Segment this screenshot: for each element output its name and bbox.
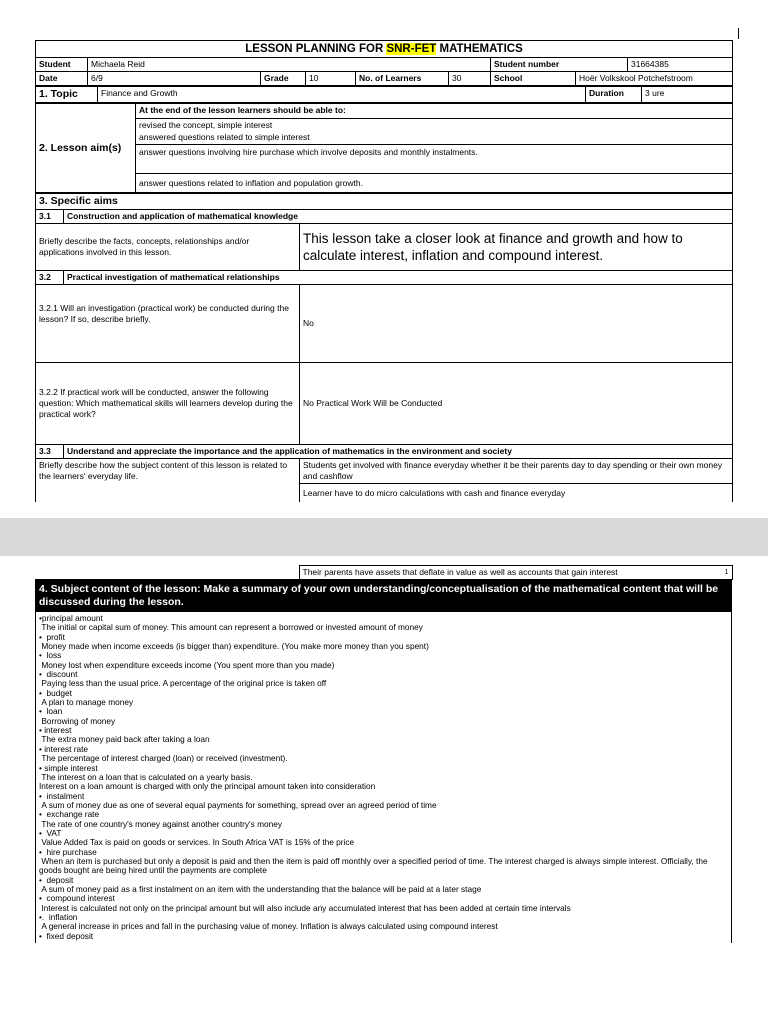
content-line: A general increase in prices and fall in the purchasing value of money. Inflation is always calculated using compound interest <box>39 921 498 932</box>
content-line: The initial or capital sum of money. This amount can represent a borrowed or invested amount of money <box>39 622 423 633</box>
top-left-empty <box>35 566 299 580</box>
content-line: • interest rate <box>39 743 89 754</box>
s32-title: Practical investigation of mathematical relationships <box>64 271 733 285</box>
content-line: • compound interest <box>39 893 115 904</box>
page-mark <box>738 28 739 39</box>
lesson-plan-form <box>35 40 732 502</box>
content-line: The extra money paid back after taking a loan <box>39 734 210 745</box>
grade-value: 10 <box>306 72 356 86</box>
page-2-content <box>35 565 732 943</box>
s322-answer: No Practical Work Will be Conducted <box>300 363 733 445</box>
s321-answer: No <box>300 285 733 363</box>
subject-content <box>35 612 732 943</box>
topic-value: Finance and Growth <box>98 87 586 103</box>
page-2-top-table <box>35 565 733 580</box>
content-line: The percentage of interest charged (loan) or received (investment). <box>39 753 288 764</box>
s33-title: Understand and appreciate the importance and the application of mathematics in the environment and society <box>64 445 733 459</box>
content-line: A sum of money paid as a first instalment on an item with the understanding that the balance will be paid at a later stage <box>39 883 482 894</box>
content-line: • deposit <box>39 874 74 885</box>
aim-item: answered questions related to simple interest <box>136 132 733 145</box>
content-line: •. inflation <box>39 912 78 922</box>
content-line: • budget <box>39 687 72 698</box>
content-line: • loss <box>39 650 62 661</box>
school-label: School <box>491 72 576 86</box>
content-line: A plan to manage money <box>39 697 134 708</box>
content-line: • fixed deposit <box>39 930 94 941</box>
s31-question: Briefly describe the facts, concepts, relationships and/or applications involved in this lesson. <box>36 224 300 271</box>
content-line: Borrowing of money <box>39 715 116 726</box>
content-line: • simple interest <box>39 762 98 773</box>
content-line: Interest on a loan amount is charged with only the principal amount taken into consideration <box>39 781 376 792</box>
content-line: • hire purchase <box>39 846 97 857</box>
aims-intro: At the end of the lesson learners should be able to: <box>136 104 733 119</box>
content-line: • VAT <box>39 827 62 838</box>
title-highlight: SNR-FET <box>386 43 437 55</box>
student-number-label: Student number <box>491 58 628 72</box>
aim-item: answer questions related to inflation and population growth. <box>136 174 733 193</box>
content-line: Money lost when expenditure exceeds income (You spent more than you made) <box>39 659 335 670</box>
page-number: 1 <box>724 569 729 576</box>
s33-answer-2: Learner have to do micro calculations with cash and finance everyday <box>300 484 733 503</box>
topic-table <box>35 86 733 103</box>
page-title: LESSON PLANNING FOR SNR-FET MATHEMATICS <box>36 41 733 58</box>
duration-label: Duration <box>586 87 642 103</box>
s33-answer-1: Students get involved with finance everyday whether it be their parents day to day spending or their own money and cashflow <box>300 459 733 484</box>
student-name: Michaela Reid <box>88 58 491 72</box>
s31-title: Construction and application of mathematical knowledge <box>64 210 733 224</box>
content-line: Interest is calculated not only on the principal amount but will also include any accumulated interest that has been added at certain time intervals <box>39 902 571 913</box>
learners-value: 30 <box>449 72 491 86</box>
content-line: Money made when income exceeds (is bigger than) expenditure. (You make more money than you spent) <box>39 641 429 652</box>
header-table <box>35 40 733 86</box>
s321-question: 3.2.1 Will an investigation (practical work) be conducted during the lesson? If so, describe briefly. <box>36 285 300 363</box>
topic-label: 1. Topic <box>36 87 98 103</box>
content-line: • loan <box>39 706 63 717</box>
content-line: Value Added Tax is paid on goods or services. In South Africa VAT is 15% of the price <box>39 837 355 848</box>
s31-answer: This lesson take a closer look at finance and growth and how to calculate interest, inflation and compound interest. <box>300 224 733 271</box>
content-line: • interest <box>39 725 72 736</box>
content-line: The interest on a loan that is calculated on a yearly basis. <box>39 771 253 782</box>
date-label: Date <box>36 72 88 86</box>
section-4-heading: 4. Subject content of the lesson: Make a summary of your own understanding/conceptualisation of the mathematical content that will be discussed during the lesson. <box>35 580 732 612</box>
duration-value: 3 ure <box>642 87 733 103</box>
aim-item: revised the concept, simple interest <box>136 119 733 133</box>
grade-label: Grade <box>261 72 306 86</box>
specific-aims-heading: 3. Specific aims <box>36 194 733 210</box>
s33-question: Briefly describe how the subject content of this lesson is related to the learners' everyday life. <box>36 459 300 503</box>
content-line: •principal amount <box>39 613 103 623</box>
s32-number: 3.2 <box>36 271 64 285</box>
content-line: • instalment <box>39 790 85 801</box>
s322-question: 3.2.2 If practical work will be conducted, answer the following question: Which mathematical skills will learners develop during the practical work? <box>36 363 300 445</box>
student-number: 31664385 <box>628 58 733 72</box>
aims-label: 2. Lesson aim(s) <box>36 104 136 193</box>
content-line: Paying less than the usual price. A percentage of the original price is taken off <box>39 678 327 689</box>
date-value: 6/9 <box>88 72 261 86</box>
learners-label: No. of Learners <box>356 72 449 86</box>
content-line: A sum of money due as one of several equal payments for something, spread over an agreed period of time <box>39 799 437 810</box>
content-line: When an item is purchased but only a deposit is paid and then the item is paid off monthly over a specified period of time. The interest charged is always simple interest. Officially, the goods bought are being hired until the payments are complete <box>39 855 710 876</box>
content-line: • exchange rate <box>39 809 100 820</box>
content-line: The rate of one country's money against another country's money <box>39 818 282 829</box>
student-label: Student <box>36 58 88 72</box>
s33-number: 3.3 <box>36 445 64 459</box>
specific-aims-table <box>35 193 733 502</box>
top-carryover-text: Their parents have assets that deflate in value as well as accounts that gain interest 1 <box>299 566 732 580</box>
aims-table <box>35 103 733 193</box>
aim-item: answer questions involving hire purchase which involve deposits and monthly instalments. <box>136 145 733 174</box>
content-line: • profit <box>39 631 65 642</box>
s31-number: 3.1 <box>36 210 64 224</box>
school-value: Hoër Volkskool Potchefstroom <box>576 72 733 86</box>
page-2 <box>0 556 768 1024</box>
content-line: • discount <box>39 669 78 680</box>
